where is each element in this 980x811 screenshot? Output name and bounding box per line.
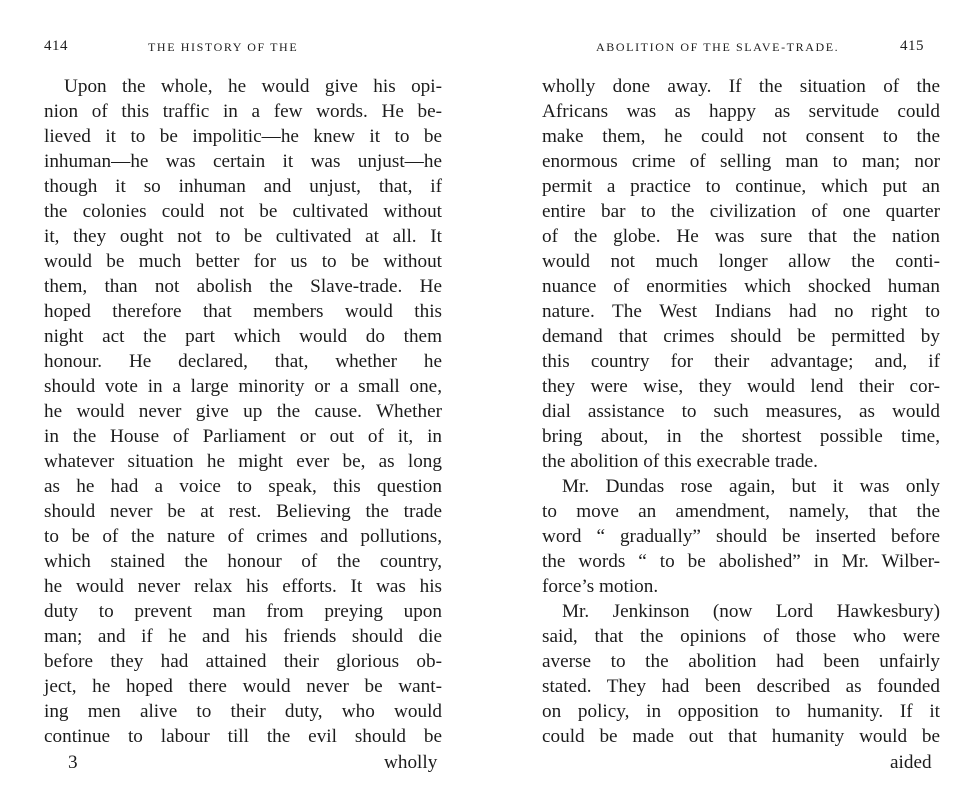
right-page: [490, 0, 980, 811]
text-line: should vote in a large minority or a small one,: [44, 376, 442, 397]
text-line: they were wise, they would lend their cor-: [542, 376, 940, 397]
text-line: Mr. Jenkinson (now Lord Hawkesbury): [562, 601, 940, 622]
text-line: should never be at rest. Believing the trade: [44, 501, 442, 522]
text-line: though it so inhuman and unjust, that, if: [44, 176, 442, 197]
text-line: would not much longer allow the conti-: [542, 251, 940, 272]
text-line: it, they ought not to be cultivated at all. It: [44, 226, 442, 247]
left-running-head: THE HISTORY OF THE: [148, 40, 299, 54]
text-line: make them, he could not consent to the: [542, 126, 940, 147]
text-line: demand that crimes should be permitted by: [542, 326, 940, 347]
text-line: in the House of Parliament or out of it, in: [44, 426, 442, 447]
text-line: would be much better for us to be without: [44, 251, 442, 272]
text-line: of the globe. He was sure that the nation: [542, 226, 940, 247]
text-line: hoped therefore that members would this: [44, 301, 442, 322]
text-line: the words “ to be abolished” in Mr. Wilber-: [542, 551, 940, 572]
signature-mark: 3: [68, 752, 78, 773]
right-catchword: aided: [890, 752, 932, 773]
text-line: dial assistance to such measures, as would: [542, 401, 940, 422]
text-line: continue to labour till the evil should be: [44, 726, 442, 747]
text-line: which stained the honour of the country,: [44, 551, 442, 572]
text-line: entire bar to the civilization of one quarter: [542, 201, 940, 222]
text-line: stated. They had been described as founded: [542, 676, 940, 697]
text-line: whatever situation he might ever be, as long: [44, 451, 442, 472]
text-line: Mr. Dundas rose again, but it was only: [562, 476, 940, 497]
text-line: permit a practice to continue, which put an: [542, 176, 940, 197]
text-line: could be made out that humanity would be: [542, 726, 940, 747]
left-page-body: [44, 74, 442, 749]
text-line: said, that the opinions of those who were: [542, 626, 940, 647]
right-running-head: ABOLITION OF THE SLAVE-TRADE.: [596, 40, 840, 54]
text-line: force’s motion.: [542, 576, 659, 597]
text-line: to be of the nature of crimes and pollutions,: [44, 526, 442, 547]
left-page-number: 414: [44, 38, 68, 54]
text-line: ing men alive to their duty, who would: [44, 701, 442, 722]
text-line: he would never relax his efforts. It was his: [44, 576, 442, 597]
text-line: the colonies could not be cultivated without: [44, 201, 442, 222]
text-line: night act the part which would do them: [44, 326, 442, 347]
text-line: averse to the abolition had been unfairly: [542, 651, 940, 672]
text-line: this country for their advantage; and, if: [542, 351, 940, 372]
text-line: inhuman—he was certain it was unjust—he: [44, 151, 442, 172]
text-line: he would never give up the cause. Whether: [44, 401, 442, 422]
text-line: them, than not abolish the Slave-trade. He: [44, 276, 442, 297]
text-line: nion of this traffic in a few words. He be-: [44, 101, 442, 122]
text-line: bring about, in the shortest possible time,: [542, 426, 940, 447]
text-line: man; and if he and his friends should die: [44, 626, 442, 647]
text-line: to move an amendment, namely, that the: [542, 501, 940, 522]
text-line: enormous crime of selling man to man; nor: [542, 151, 940, 172]
text-line: the abolition of this execrable trade.: [542, 451, 818, 472]
text-line: Africans was as happy as servitude could: [542, 101, 940, 122]
left-catchword: wholly: [384, 752, 438, 773]
text-line: duty to prevent man from preying upon: [44, 601, 442, 622]
text-line: on policy, in opposition to humanity. If it: [542, 701, 940, 722]
right-page-number: 415: [900, 38, 924, 54]
right-page-body: [542, 74, 940, 749]
text-line: Upon the whole, he would give his opi-: [64, 76, 442, 97]
text-line: as he had a voice to speak, this question: [44, 476, 442, 497]
text-line: nature. The West Indians had no right to: [542, 301, 940, 322]
text-line: before they had attained their glorious ob-: [44, 651, 442, 672]
text-line: honour. He declared, that, whether he: [44, 351, 442, 372]
text-line: lieved it to be impolitic—he knew it to be: [44, 126, 442, 147]
text-line: wholly done away. If the situation of the: [542, 76, 940, 97]
text-line: word “ gradually” should be inserted before: [542, 526, 940, 547]
text-line: nuance of enormities which shocked human: [542, 276, 940, 297]
text-line: ject, he hoped there would never be want-: [44, 676, 442, 697]
